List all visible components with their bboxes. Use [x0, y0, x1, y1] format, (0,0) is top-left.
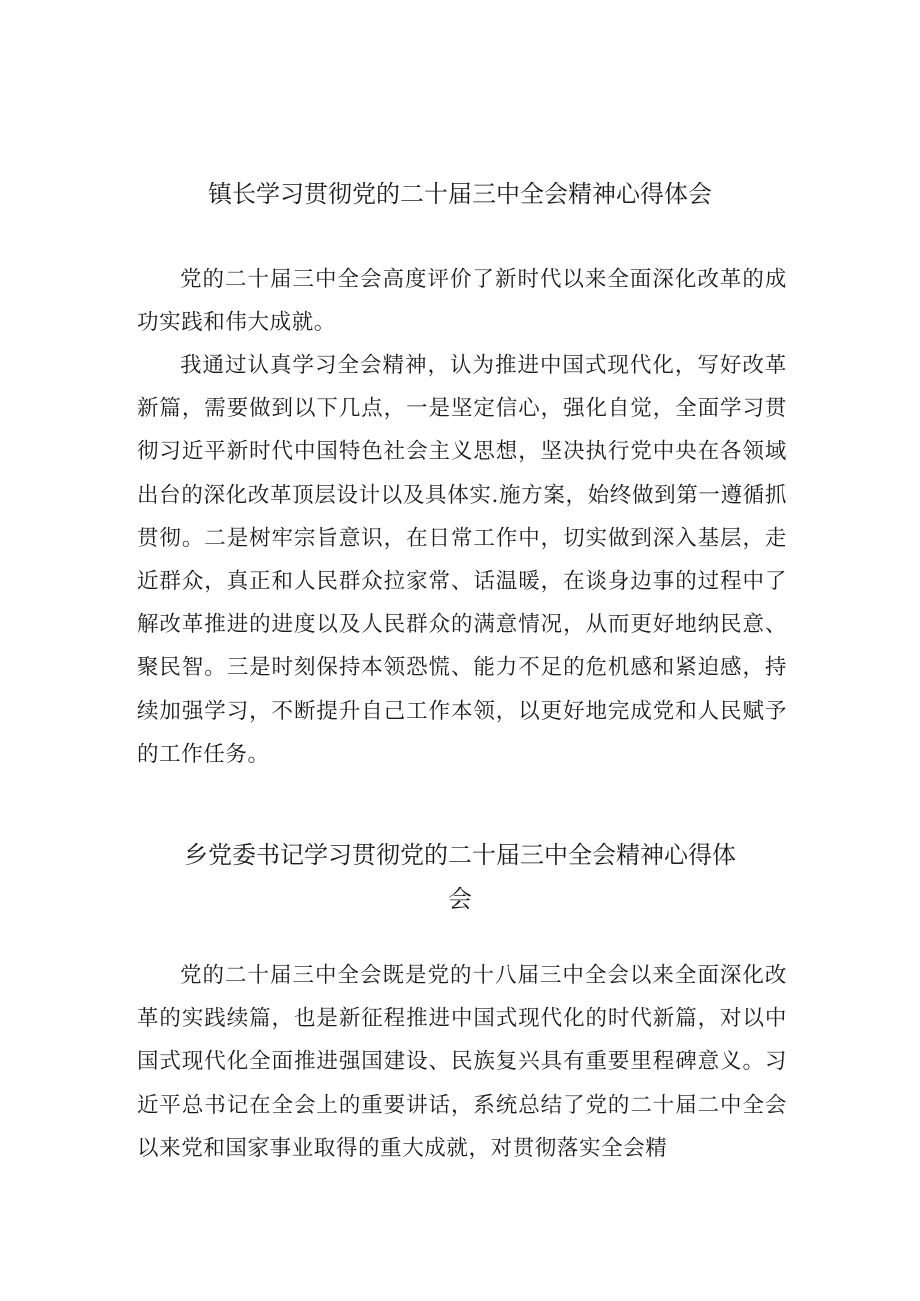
section1-title: 镇长学习贯彻党的二十届三中全会精神心得体会	[208, 180, 712, 208]
section2-title: 乡党委书记学习贯彻党的二十届三中全会精神心得体会	[184, 841, 736, 913]
section1-paragraph-1: 党的二十届三中全会高度评价了新时代以来全面深化改革的成功实践和伟大成就。	[137, 267, 787, 336]
section1-paragraph-2: 我通过认真学习全会精神，认为推进中国式现代化，写好改革新篇，需要做到以下几点，一是坚定信心，强化自觉，全面学习贯彻习近平新时代中国特色社会主义思想，坚决执行党中央在各领域出台的深化改革顶层设计以及具体实.施方案，始终做到第一遵循抓贯彻。二是树牢宗旨意识，在日常工作中，切实做到深入基层，走近群众，真正和人民群众拉家常、话温暖，在谈身边事的过程中了解改革推进的进度以及人民群众的满意情况，从而更好地纳民意、聚民智。三是时刻保持本领恐慌、能力不足的危机感和紧迫感，持续加强学习，不断提升自己工作本领，以更好地完成党和人民赋予的工作任务。	[137, 353, 787, 767]
section2-paragraph-1: 党的二十届三中全会既是党的十八届三中全会以来全面深化改革的实践续篇，也是新征程推进中国式现代化的时代新篇，对以中国式现代化全面推进强国建设、民族复兴具有重要里程碑意义。习近平总书记在全会上的重要讲话，系统总结了党的二十届二中全会以来党和国家事业取得的重大成就，对贯彻落实全会精	[137, 963, 787, 1161]
